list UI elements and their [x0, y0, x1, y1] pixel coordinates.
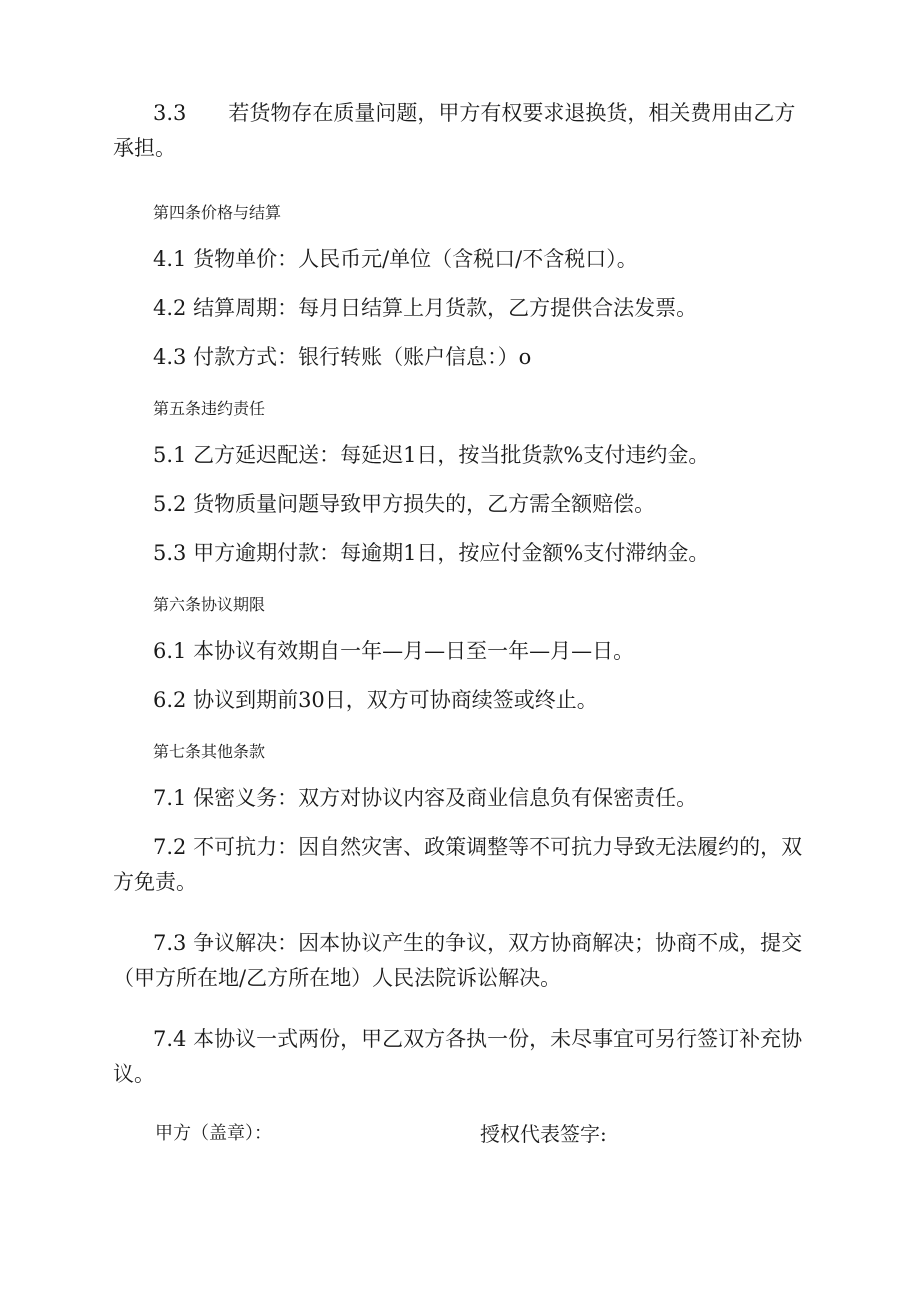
clause-5-2: 5.2 货物质量问题导致甲方损失的，乙方需全额赔偿。 — [153, 492, 656, 516]
clause-7-3: 7.3 争议解决：因本协议产生的争议，双方协商解决；协商不成，提交（甲方所在地/乙方所在地）人民法院诉讼解决。 — [113, 931, 803, 990]
clause-3-3-text: 若货物存在质量问题，甲方有权要求退换货，相关费用由乙方承担。 — [113, 101, 796, 160]
clause-4-3: 4.3 付款方式：银行转账（账户信息：）o — [153, 345, 532, 369]
clause-5-1: 5.1 乙方延迟配送：每延迟1日，按当批货款%支付违约金。 — [153, 443, 710, 467]
clause-3-3-number: 3.3 — [153, 101, 187, 125]
section-4-heading: 第四条价格与结算 — [153, 203, 282, 222]
section-7-heading: 第七条其他条款 — [153, 742, 266, 761]
clause-6-2: 6.2 协议到期前30日，双方可协商续签或终止。 — [153, 688, 598, 712]
clause-5-3: 5.3 甲方逾期付款：每逾期1日，按应付金额%支付滞纳金。 — [153, 541, 710, 565]
section-6-heading: 第六条协议期限 — [153, 595, 266, 614]
clause-7-1: 7.1 保密义务：双方对协议内容及商业信息负有保密责任。 — [153, 786, 698, 810]
clause-4-1: 4.1 货物单价：人民币元/单位（含税口/不含税口）。 — [153, 247, 638, 271]
clause-4-2: 4.2 结算周期：每月日结算上月货款，乙方提供合法发票。 — [153, 296, 698, 320]
representative-signature-label: 授权代表签字: — [480, 1122, 607, 1146]
clause-7-2: 7.2 不可抗力：因自然灾害、政策调整等不可抗力导致无法履约的，双方免责。 — [113, 835, 803, 894]
clause-6-1: 6.1 本协议有效期自一年—月—日至一年—月—日。 — [153, 639, 635, 663]
clause-7-4: 7.4 本协议一式两份，甲乙双方各执一份，未尽事宜可另行签订补充协议。 — [113, 1027, 803, 1086]
clause-3-3 — [113, 96, 808, 166]
section-5-heading: 第五条违约责任 — [153, 399, 266, 418]
party-a-seal-label: 甲方（盖章）： — [155, 1123, 272, 1144]
